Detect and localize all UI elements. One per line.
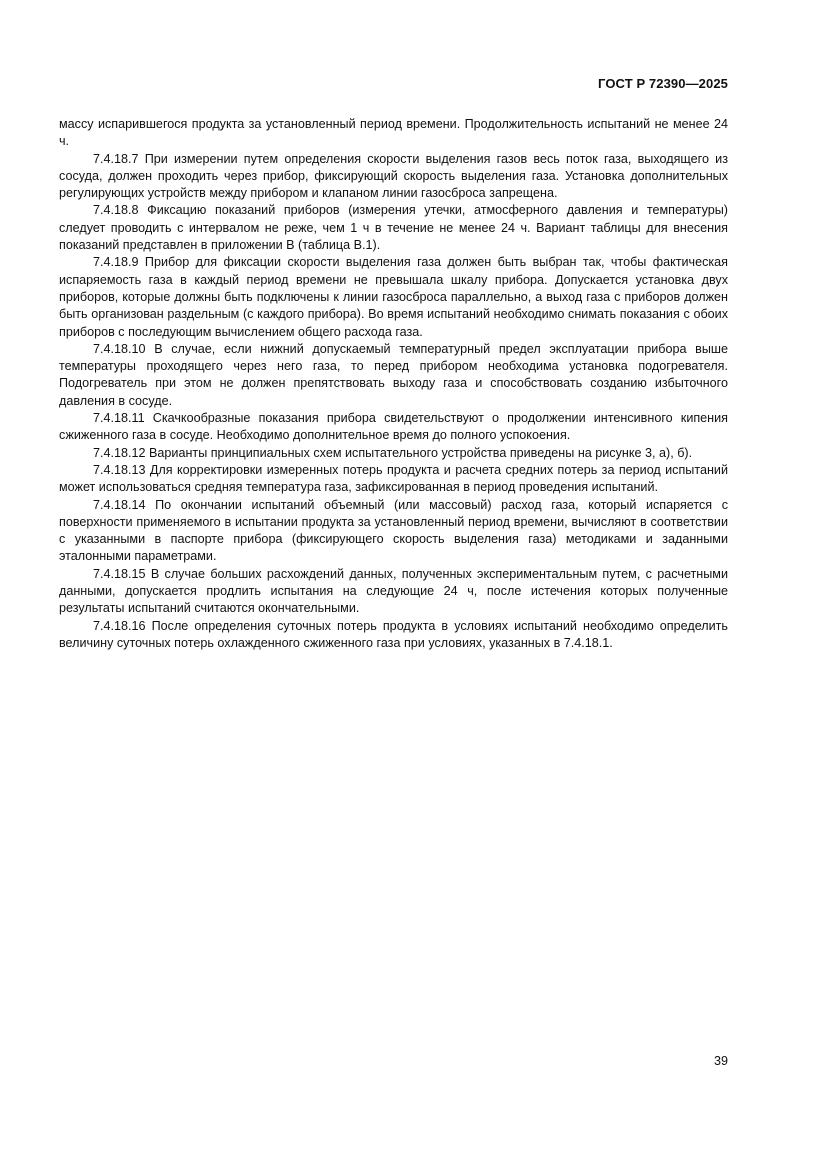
paragraph-7-4-18-12: 7.4.18.12 Варианты принципиальных схем испытательного устройства приведены на рисунке 3, а), б). — [93, 445, 693, 460]
paragraph-7-4-18-15: 7.4.18.15 В случае больших расхождений данных, полученных экспериментальным путем, с расчетными данными, допускается продлить испытания на следующие 24 ч, после истечения которых полученные результаты испытаний считаются окончательными. — [59, 566, 728, 616]
paragraph-continuation: массу испарившегося продукта за установленный период времени. Продолжительность испытаний не менее 24 ч. — [59, 117, 728, 149]
paragraph-7-4-18-11: 7.4.18.11 Скачкообразные показания прибора свидетельствуют о продолжении интенсивного кипения сжиженного газа в сосуде. Необходимо дополнительное время до полного успокоения. — [59, 411, 728, 443]
paragraph-7-4-18-7: 7.4.18.7 При измерении путем определения скорости выделения газов весь поток газа, выходящего из сосуда, должен проходить через прибор, фиксирующий скорость выделения газа. Установка дополнительных регулирующих устройств между прибором и клапаном линии газосброса запрещена. — [59, 151, 728, 201]
paragraph-7-4-18-14: 7.4.18.14 По окончании испытаний объемный (или массовый) расход газа, который испаряется с поверхности применяемого в испытании продукта за установленный период времени, вычисляют в соответствии с указанными в паспорте прибора (фиксирующего скорость выделения газа) методиками и заданными эталонными параметрами. — [59, 497, 728, 564]
paragraph-7-4-18-13: 7.4.18.13 Для корректировки измеренных потерь продукта и расчета средних потерь за период испытаний может использоваться средняя температура газа, зафиксированная в период проведения испытаний. — [59, 462, 728, 495]
paragraph-7-4-18-9: 7.4.18.9 Прибор для фиксации скорости выделения газа должен быть выбран так, чтобы фактическая испаряемость газа в каждый период времени не превышала шкалу прибора. Допускается установка двух приборов, которые должны быть подключены к линии газосброса параллельно, а выход газа с приборов должен быть организован раздельным (с каждого прибора). Во время испытаний необходимо снимать показания с обоих приборов с последующим вычислением общего расхода газа. — [59, 255, 728, 339]
page-number: 39 — [713, 1054, 728, 1068]
paragraph-7-4-18-8: 7.4.18.8 Фиксацию показаний приборов (измерения утечки, атмосферного давления и температуры) следует проводить с интервалом не реже, чем 1 ч в течение не менее 24 ч. Вариант таблицы для внесения показаний представлен в приложении В (таблица В.1). — [59, 203, 728, 253]
paragraph-7-4-18-10: 7.4.18.10 В случае, если нижний допускаемый температурный предел эксплуатации прибора выше температуры проходящего через него газа, то перед прибором необходима установка подогревателя. Подогреватель при этом не должен препятствовать выходу газа и способствовать созданию избыточного давления в сосуде. — [59, 341, 728, 408]
paragraph-7-4-18-16: 7.4.18.16 После определения суточных потерь продукта в условиях испытаний необходимо определить величину суточных потерь охлажденного сжиженного газа при условиях, указанных в 7.4.18.1. — [59, 618, 728, 650]
document-body — [59, 116, 728, 652]
standard-code-header: ГОСТ Р 72390—2025 — [598, 76, 728, 91]
